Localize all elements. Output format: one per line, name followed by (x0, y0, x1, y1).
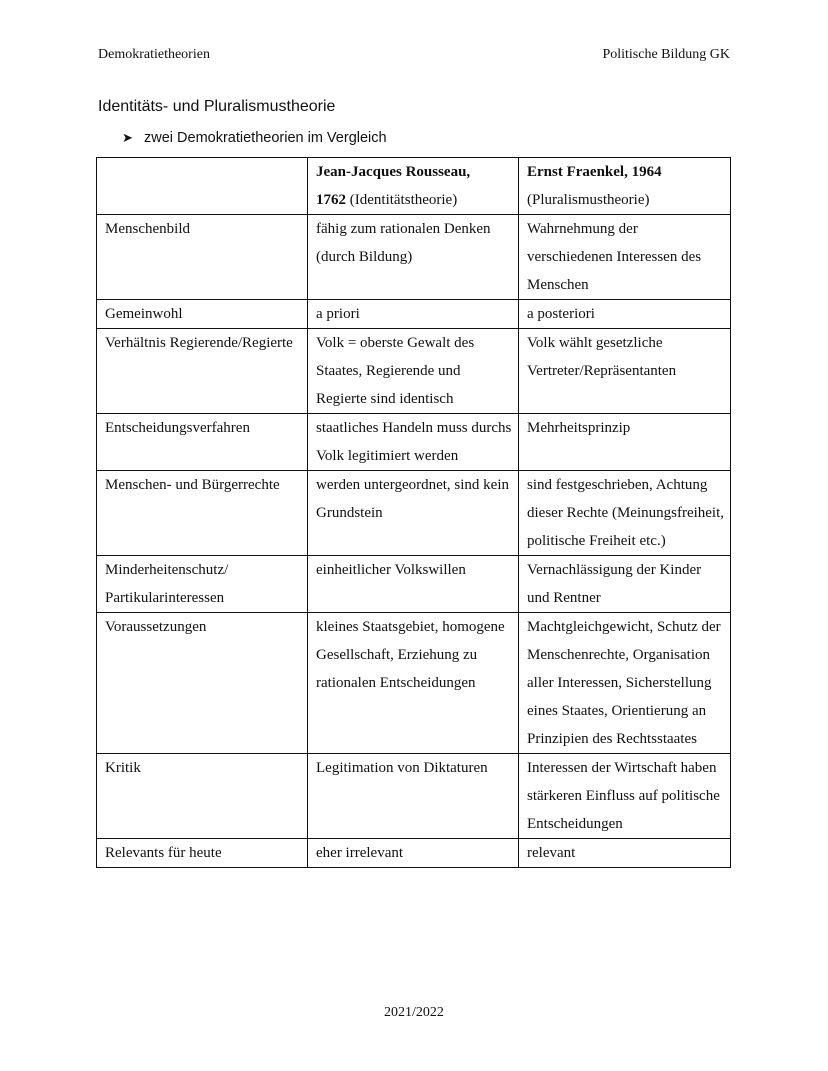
table-header-row (97, 158, 731, 215)
table-row (97, 613, 731, 754)
table-row (97, 556, 731, 613)
page-title: Identitäts- und Pluralismustheorie (98, 98, 336, 115)
row-rousseau: kleines Staatsgebiet, homogene Gesellschaft, Erziehung zu rationalen Entscheidungen (308, 613, 519, 754)
header-cell-empty (97, 158, 308, 215)
header-fraenkel-name: Ernst Fraenkel, 1964 (527, 164, 662, 180)
bullet-item (122, 130, 387, 146)
row-rousseau: Volk = oberste Gewalt des Staates, Regierende und Regierte sind identisch (308, 329, 519, 414)
header-left: Demokratietheorien (98, 47, 210, 62)
table-row (97, 215, 731, 300)
header-rousseau-theory: (Identitätstheorie) (346, 192, 458, 208)
row-rousseau: einheitlicher Volkswillen (308, 556, 519, 613)
row-fraenkel: Volk wählt gesetzliche Vertreter/Repräsentanten (519, 329, 731, 414)
row-label: Verhältnis Regierende/Regierte (97, 329, 308, 414)
row-label: Menschen- und Bürgerrechte (97, 471, 308, 556)
row-label: Gemeinwohl (97, 300, 308, 329)
page-footer: 2021/2022 (384, 1005, 444, 1020)
bullet-text: zwei Demokratietheorien im Vergleich (144, 130, 387, 146)
arrow-bullet-icon: ➤ (122, 130, 133, 145)
table-row (97, 839, 731, 868)
header-rousseau-name: Jean-Jacques Rousseau, (316, 164, 471, 180)
table-row (97, 471, 731, 556)
table-row (97, 754, 731, 839)
row-fraenkel: sind festgeschrieben, Achtung dieser Rechte (Meinungsfreiheit, politische Freiheit etc.) (519, 471, 731, 556)
table-row (97, 300, 731, 329)
row-rousseau: fähig zum rationalen Denken (durch Bildung) (308, 215, 519, 300)
row-fraenkel: Machtgleichgewicht, Schutz der Menschenrechte, Organisation aller Interessen, Sicherstellung eines Staates, Orientierung an Prinzipien des Rechtsstaates (519, 613, 731, 754)
header-cell-fraenkel (519, 158, 731, 215)
comparison-table (96, 157, 731, 868)
table-row (97, 414, 731, 471)
row-fraenkel: Interessen der Wirtschaft haben stärkeren Einfluss auf politische Entscheidungen (519, 754, 731, 839)
row-rousseau: staatliches Handeln muss durchs Volk legitimiert werden (308, 414, 519, 471)
row-fraenkel: a posteriori (519, 300, 731, 329)
header-fraenkel-theory: (Pluralismustheorie) (527, 192, 650, 208)
row-fraenkel: Mehrheitsprinzip (519, 414, 731, 471)
row-rousseau: Legitimation von Diktaturen (308, 754, 519, 839)
header-right: Politische Bildung GK (602, 47, 730, 62)
row-label: Entscheidungsverfahren (97, 414, 308, 471)
header-rousseau-year: 1762 (316, 192, 346, 208)
row-fraenkel: Vernachlässigung der Kinder und Rentner (519, 556, 731, 613)
row-label: Kritik (97, 754, 308, 839)
row-label: Relevants für heute (97, 839, 308, 868)
row-label: Menschenbild (97, 215, 308, 300)
row-fraenkel: relevant (519, 839, 731, 868)
row-rousseau: a priori (308, 300, 519, 329)
row-label: Minderheitenschutz/ Partikularinteressen (97, 556, 308, 613)
row-label: Voraussetzungen (97, 613, 308, 754)
table-row (97, 329, 731, 414)
row-rousseau: werden untergeordnet, sind kein Grundstein (308, 471, 519, 556)
row-fraenkel: Wahrnehmung der verschiedenen Interessen des Menschen (519, 215, 731, 300)
row-rousseau: eher irrelevant (308, 839, 519, 868)
header-cell-rousseau (308, 158, 519, 215)
